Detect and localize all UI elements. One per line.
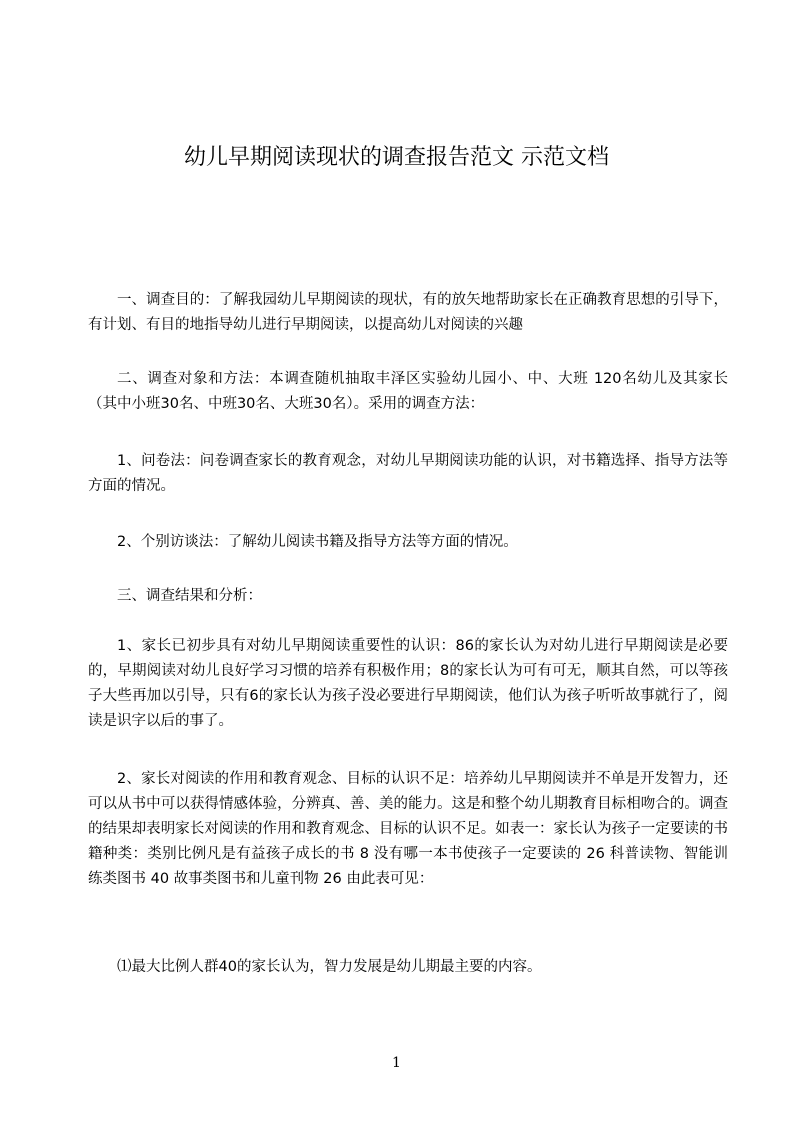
paragraph-survey-purpose: 一、调查目的：了解我园幼儿早期阅读的现状，有的放矢地帮助家长在正确教育思想的引导下，有计划、有目的地指导幼儿进行早期阅读，以提高幼儿对阅读的兴趣: [88, 292, 728, 333]
document-title: 幼儿早期阅读现状的调查报告范文 示范文档: [184, 145, 609, 170]
paragraph-result-2-point-1: ⑴最大比例人群40的家长认为，智力发展是幼儿期最主要的内容。: [117, 959, 542, 975]
paragraph-questionnaire: 1、问卷法：问卷调查家长的教育观念，对幼儿早期阅读功能的认识，对书籍选择、指导方法等方面的情况。: [88, 453, 728, 494]
paragraph-result-1: 1、家长已初步具有对幼儿早期阅读重要性的认识：86的家长认为对幼儿进行早期阅读是必要的，早期阅读对幼儿良好学习习惯的培养有积极作用；8的家长认为可有可无，顺其自然，可以等孩子大些再加以引导，只有6的家长认为孩子没必要进行早期阅读，他们认为孩子听听故事就行了，阅读是识字以后的事了。: [88, 638, 728, 729]
paragraph-interview: 2、个别访谈法：了解幼儿阅读书籍及指导方法等方面的情况。: [117, 534, 518, 550]
page-number: 1: [392, 1055, 401, 1071]
paragraph-result-2: 2、家长对阅读的作用和教育观念、目标的认识不足：培养幼儿早期阅读并不单是开发智力，还可以从书中可以获得情感体验，分辨真、善、美的能力。这是和整个幼儿期教育目标相吻合的。调查的结果却表明家长对阅读的作用和教育观念、目标的认识不足。如表一：家长认为孩子一定要读的书籍种类：类别比例凡是有益孩子成长的书 8 没有哪一本书使孩子一定要读的 26 科普读物、智能训练类图书 40 故事类图书和儿童刊物 26 由此表可见：: [88, 771, 728, 887]
paragraph-survey-subjects: 二、调查对象和方法：本调查随机抽取丰泽区实验幼儿园小、中、大班 120名幼儿及其家长（其中小班30名、中班30名、大班30名）。采用的调查方法：: [88, 371, 728, 412]
paragraph-results-heading: 三、调查结果和分析：: [117, 588, 262, 604]
